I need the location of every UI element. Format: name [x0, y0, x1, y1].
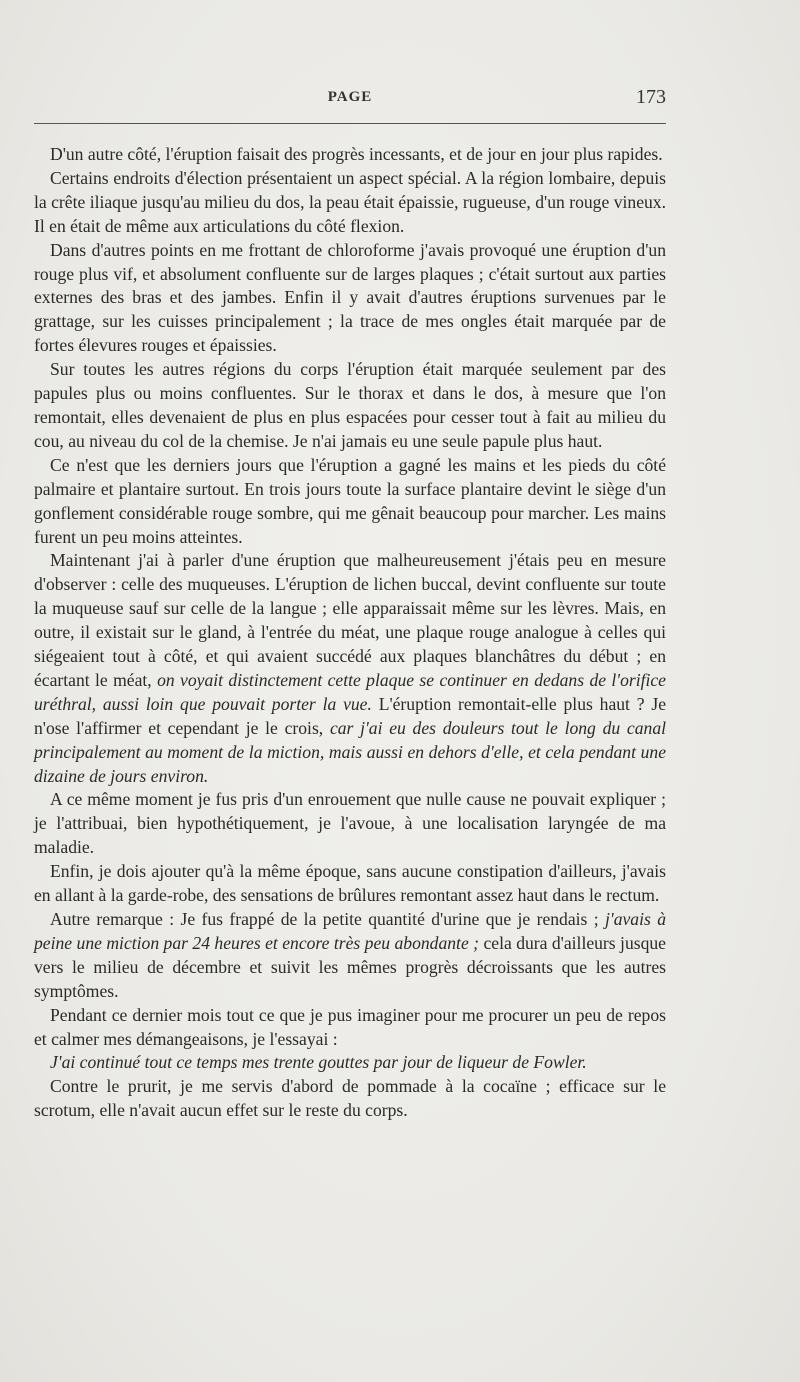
- text-run: cela dura d'ailleurs jusque vers le milieu de décembre et suivit les mêmes progrès décroissants que les autres symptômes.: [34, 932, 666, 1001]
- paragraph: [34, 1075, 666, 1123]
- text-run: Dans d'autres points en me frottant de chloroforme j'avais provoqué une éruption d'un rouge plus vif, et absolument confluente sur de larges plaques ; c'était surtout aux parties externes des bras et des jambes. Enfin il y avait d'autres éruptions survenues par le grattage, sur les cuisses principalement ; la trace de mes ongles était marquée par de fortes élevures rouges et épaissies.: [34, 239, 666, 356]
- paragraph: [34, 788, 666, 860]
- italic-run: j'avais à peine une miction par 24 heures et encore très peu abondante ;: [34, 909, 667, 953]
- italic-run: on voyait distinctement cette plaque se continuer en dedans de l'orifice uréthral, aussi loin que pouvait porter la vue.: [34, 669, 666, 714]
- text-run: Sur toutes les autres régions du corps l'éruption était marquée seulement par des papules plus ou moins confluentes. Sur le thorax et dans le dos, à mesure que l'on remontait, elles devenaient de plus en plus espacées pour cesser tout à fait au milieu du cou, au niveau du col de la chemise. Je n'ai jamais eu une seule papule plus haut.: [34, 359, 666, 451]
- text-run: Enfin, je dois ajouter qu'à la même époque, sans aucune constipation d'ailleurs, j'avais en allant à la garde-robe, des sensations de brûlures remontant assez haut dans le rectum.: [34, 861, 666, 906]
- paragraph: [34, 358, 666, 454]
- paragraph: [34, 908, 666, 1004]
- text-run: D'un autre côté, l'éruption faisait des progrès incessants, et de jour en jour plus rapides.: [50, 144, 663, 164]
- paragraph: [34, 549, 666, 788]
- paragraph: [34, 239, 666, 359]
- text-run: Autre remarque : Je fus frappé de la petite quantité d'urine que je rendais ;: [50, 909, 606, 929]
- italic-run: car j'ai eu des douleurs tout le long du canal principalement au moment de la miction, mais aussi en dehors d'elle, et cela pendant une dizaine de jours environ.: [34, 717, 666, 786]
- text-run: Contre le prurit, je me servis d'abord de pommade à la cocaïne ; efficace sur le scrotum, elle n'avait aucun effet sur le reste du corps.: [34, 1076, 666, 1121]
- running-head: PAGE: [327, 89, 373, 105]
- header-rule: [34, 123, 666, 124]
- paragraph: [34, 167, 666, 239]
- text-run: Maintenant j'ai à parler d'une éruption que malheureusement j'étais peu en mesure d'observer : celle des muqueuses. L'éruption de lichen buccal, devint confluente sur toute la muqueuse sauf sur celle de la langue ; elle apparaissait même sur les lèvres. Mais, en outre, il existait sur le gland, à l'entrée du méat, une plaque rouge analogue à celles qui siégeaient tout à côté, et qui avaient succédé aux plaques blanchâtres du début ; en écartant le méat,: [34, 550, 666, 690]
- paragraph: [34, 143, 666, 167]
- body-text: [34, 143, 666, 1123]
- text-run: L'éruption remontait-elle plus haut ? Je n'ose l'affirmer et cependant je le crois,: [34, 693, 667, 738]
- text-run: Certains endroits d'élection présentaient un aspect spécial. A la région lombaire, depuis la crête iliaque jusqu'au milieu du dos, la peau était épaissie, rugueuse, d'un rouge vineux. Il en était de même aux articulations du côté flexion.: [34, 167, 666, 236]
- page-header: [34, 86, 666, 112]
- text-run: A ce même moment je fus pris d'un enrouement que nulle cause ne pouvait expliquer ; je l'attribuai, bien hypothétiquement, je l'avoue, à une localisation laryngée de ma maladie.: [34, 789, 666, 858]
- text-run: Ce n'est que les derniers jours que l'éruption a gagné les mains et les pieds du côté palmaire et plantaire surtout. En trois jours toute la surface plantaire devint le siège d'un gonflement considérable rouge sombre, qui me gênait beaucoup pour marcher. Les mains furent un peu moins atteintes.: [34, 454, 666, 547]
- paragraph: [34, 1051, 666, 1075]
- page-number: 173: [636, 86, 666, 108]
- text-run: Pendant ce dernier mois tout ce que je pus imaginer pour me procurer un peu de repos et calmer mes démangeaisons, je l'essayai :: [34, 1004, 666, 1049]
- paragraph: [34, 454, 666, 550]
- paragraph: [34, 1004, 666, 1052]
- paragraph: [34, 860, 666, 908]
- italic-run: J'ai continué tout ce temps mes trente gouttes par jour de liqueur de Fowler.: [50, 1052, 587, 1073]
